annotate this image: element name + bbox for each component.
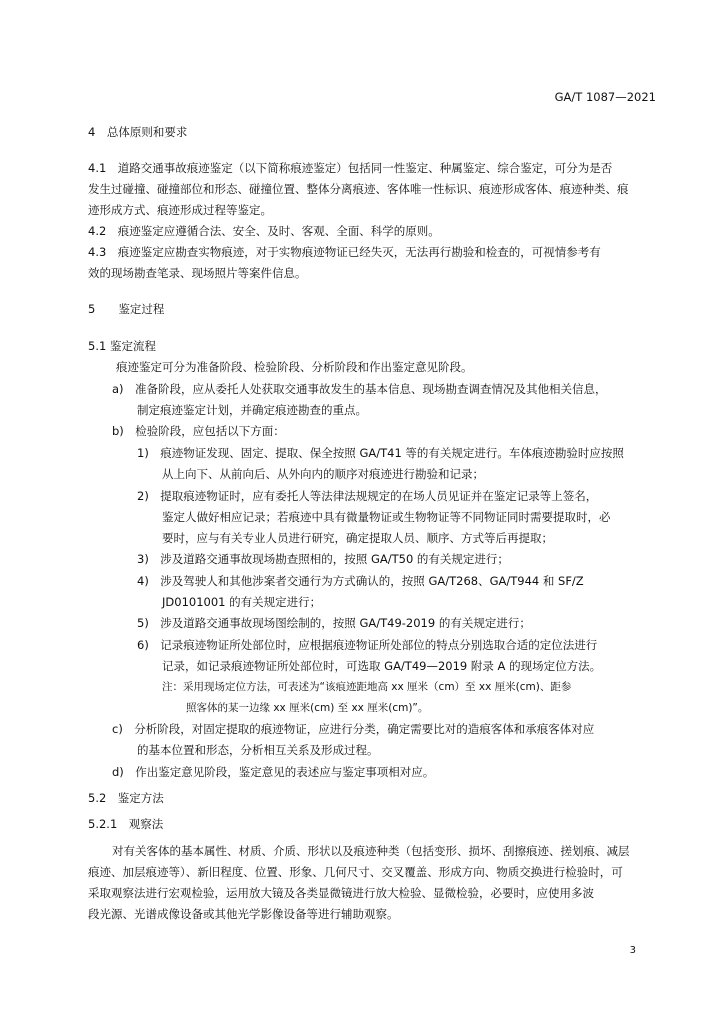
para-4-3-line-1: 4.3 痕迹鉴定应勘查实物痕迹，对于实物痕迹物证已经失灭，无法再行勘验和检查的，可视情参考有 (88, 245, 601, 259)
section-5-1-title: 5.1 鉴定流程 (88, 339, 156, 353)
para-4-1-line-1: 4.1 道路交通事故痕迹鉴定（以下简称痕迹鉴定）包括同一性鉴定、种属鉴定、综合鉴定，可分为是否 (88, 161, 613, 175)
item-b2-line-3: 要时，应与有关专业人员进行研究，确定提取人员、顺序、方式等后再提取； (162, 531, 553, 545)
para-5-2-1-line-3: 采取观察法进行宏观检验，运用放大镜及各类显微镜进行放大检验、显微检验，必要时，应使用多波 (88, 886, 594, 900)
item-b6-line-1: 6) 记录痕迹物证所处部位时，应根据痕迹物证所处部位的特点分别选取合适的定位法进行 (137, 638, 598, 652)
item-d: d) 作出鉴定意见阶段，鉴定意见的表述应与鉴定事项相对应。 (112, 765, 435, 779)
page-number: 3 (629, 945, 636, 956)
item-c-line-1: c) 分析阶段，对固定提取的痕迹物证，应进行分类，确定需要比对的造痕客体和承痕客体对应 (112, 722, 595, 736)
item-c-line-2: 的基本位置和形态，分析相互关系及形成过程。 (137, 743, 379, 757)
item-b2-line-2: 鉴定人做好相应记录；若痕迹中具有微量物证或生物物证等不同物证同时需要提取时，必 (162, 510, 611, 524)
note-line-1: 注：采用现场定位方法，可表述为“该痕迹距地高 xx 厘米（cm）至 xx 厘米(cm)、距参 (162, 681, 572, 693)
para-5-2-1-line-1: 对有关客体的基本属性、材质、介质、形状以及痕迹种类（包括变形、损坏、刮擦痕迹、搓划痕、减层 (112, 844, 630, 858)
item-a-line-1: a) 准备阶段，应从委托人处获取交通事故发生的基本信息、现场勘查调查情况及其他相关信息， (112, 382, 607, 396)
item-b1-line-2: 从上向下、从前向后、从外向内的顺序对痕迹进行勘验和记录； (162, 467, 484, 481)
para-5-2-1-line-4: 段光源、光谱成像设备或其他光学影像设备等进行辅助观察。 (88, 907, 399, 921)
para-4-1-line-2: 发生过碰撞、碰撞部位和形态、碰撞位置、整体分离痕迹、客体唯一性标识、痕迹形成客体、痕迹种类、痕 (88, 182, 629, 196)
item-a-line-2: 制定痕迹鉴定计划，并确定痕迹勘查的重点。 (137, 403, 367, 417)
section-5-1-intro: 痕迹鉴定可分为准备阶段、检验阶段、分析阶段和作出鉴定意见阶段。 (116, 360, 473, 374)
note-line-2: 照客体的某一边缘 xx 厘米(cm) 至 xx 厘米(cm)”。 (186, 702, 429, 714)
item-b1-line-1: 1) 痕迹物证发现、固定、提取、保全按照 GA/T41 等的有关规定进行。车体痕迹勘验时应按照 (137, 446, 624, 460)
document-code: GA/T 1087—2021 (554, 90, 656, 104)
item-b6-line-2: 记录，如记录痕迹物证所处部位时，可选取 GA/T49—2019 附录 A 的现场定位方法。 (162, 659, 602, 673)
item-b3: 3) 涉及道路交通事故现场勘查照相的，按照 GA/T50 的有关规定进行； (137, 552, 509, 566)
item-b4-line-2: JD0101001 的有关规定进行； (162, 595, 322, 609)
section-5-2-1-title: 5.2.1 观察法 (88, 817, 164, 831)
para-4-1-line-3: 迹形成方式、痕迹形成过程等鉴定。 (88, 203, 272, 217)
item-b5: 5) 涉及道路交通事故现场图绘制的，按照 GA/T49-2019 的有关规定进行； (137, 616, 531, 630)
section-5-title: 5 鉴定过程 (88, 302, 165, 316)
item-b2-line-1: 2) 提取痕迹物证时，应有委托人等法律法规规定的在场人员见证并在鉴定记录等上签名， (137, 489, 598, 503)
item-b: b) 检验阶段，应包括以下方面： (112, 424, 285, 438)
para-5-2-1-line-2: 痕迹、加层痕迹等）、新旧程度、位置、形象、几何尺寸、交叉覆盖、形成方向、物质交换进行检验时，可 (88, 865, 623, 879)
item-b4-line-1: 4) 涉及驾驶人和其他涉案者交通行为方式确认的，按照 GA/T268、GA/T944 和 SF/Z (137, 574, 584, 588)
section-5-2-title: 5.2 鉴定方法 (88, 791, 164, 805)
section-4-title: 4 总体原则和要求 (88, 125, 188, 139)
para-4-3-line-2: 效的现场勘查笔录、现场照片等案件信息。 (88, 266, 307, 280)
para-4-2: 4.2 痕迹鉴定应遵循合法、安全、及时、客观、全面、科学的原则。 (88, 224, 440, 238)
